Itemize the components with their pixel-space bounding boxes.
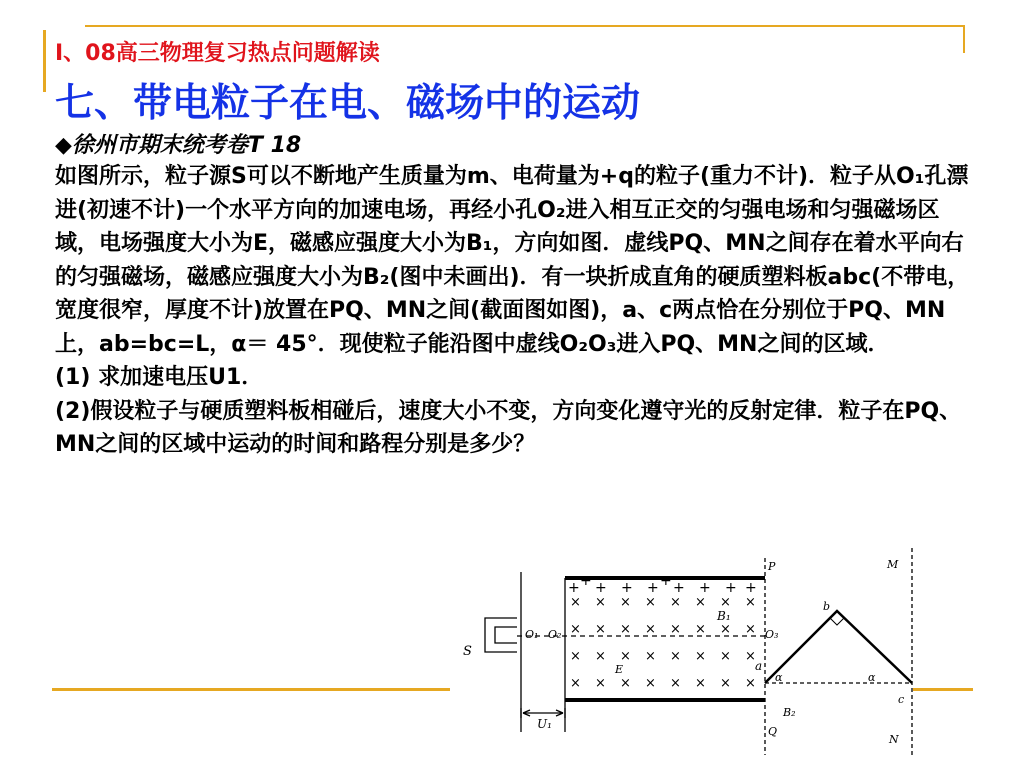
label-b2: B₂ (783, 706, 796, 719)
magnetic-field-crosses (570, 595, 756, 691)
source-bracket-inner (495, 627, 517, 643)
label-u1: U₁ (537, 717, 552, 731)
cross-mark: × (720, 595, 731, 610)
source-bracket-outer (485, 618, 517, 652)
physics-diagram (455, 540, 920, 768)
label-o1: O₁ (525, 628, 539, 641)
label-a: a (755, 659, 763, 673)
cross-mark: × (595, 595, 606, 610)
plastic-board-abc (765, 611, 912, 683)
question-1: (1) 求加速电压U1． (55, 365, 264, 390)
plus-sign: + (580, 573, 592, 589)
cross-mark: × (695, 595, 706, 610)
cross-mark: × (570, 676, 581, 691)
slide-title: 七、带电粒子在电、磁场中的运动 (55, 81, 641, 126)
cross-mark: × (620, 622, 631, 637)
cross-mark: × (645, 595, 656, 610)
problem-statement: 如图所示，粒子源S可以不断地产生质量为m、电荷量为+q的粒子(重力不计)．粒子从O₁孔漂进(初速不计)一个水平方向的加速电场，再经小孔O₂进入相互正交的匀强电场和匀强磁场区域，电场强度大小为E，磁感应强度大小为B₁，方向如图．虚线PQ、MN之间存在着水平向右的匀强磁场，磁感应强度大小为B₂(图中未画出)．有一块折成直角的硬质塑料板abc(不带电，宽度很窄，厚度不计)放置在PQ、MN之间(截面图如图)，a、c两点恰在分别位于PQ、MN上，ab=bc=L，α＝ 45°．现使粒子能沿图中虚线O₂O₃进入PQ、MN之间的区域． (55, 164, 970, 357)
decorative-bottom-line-left (52, 688, 450, 691)
cross-mark: × (670, 622, 681, 637)
cross-mark: × (745, 676, 756, 691)
plus-sign: + (660, 573, 672, 589)
cross-mark: × (645, 676, 656, 691)
plus-sign: + (699, 580, 711, 596)
cross-mark: × (620, 649, 631, 664)
plus-sign: + (745, 580, 757, 596)
problem-source: ◆徐州市期末统考卷T 18 (55, 133, 302, 158)
label-e: E (615, 663, 624, 676)
label-s: S (463, 644, 472, 659)
label-o2: O₂ (548, 628, 562, 641)
label-q: Q (768, 725, 778, 738)
plus-sign: + (568, 580, 580, 596)
cross-mark: × (745, 595, 756, 610)
plus-sign: + (673, 580, 685, 596)
cross-mark: × (720, 649, 731, 664)
question-2: (2)假设粒子与硬质塑料板相碰后，速度大小不变，方向变化遵守光的反射定律．粒子在PQ、MN之间的区域中运动的时间和路程分别是多少？ (55, 398, 962, 457)
cross-mark: × (745, 649, 756, 664)
plus-sign: + (595, 580, 607, 596)
cross-mark: × (645, 622, 656, 637)
cross-mark: × (670, 676, 681, 691)
cross-mark: × (570, 595, 581, 610)
cross-mark: × (720, 676, 731, 691)
cross-mark: × (670, 595, 681, 610)
plus-sign: + (725, 580, 737, 596)
cross-mark: × (745, 622, 756, 637)
label-m: M (887, 558, 899, 571)
cross-mark: × (670, 649, 681, 664)
cross-mark: × (720, 622, 731, 637)
label-p: P (768, 560, 776, 573)
cross-mark: × (645, 649, 656, 664)
label-n: N (889, 733, 899, 746)
cross-mark: × (570, 649, 581, 664)
cross-mark: × (695, 649, 706, 664)
slide-subtitle: Ⅰ、08高三物理复习热点问题解读 (55, 41, 380, 66)
label-alpha-right: α (868, 671, 876, 684)
label-o3: O₃ (765, 628, 779, 641)
plus-sign: + (621, 580, 633, 596)
decorative-vertical-line (43, 30, 46, 92)
cross-mark: × (695, 622, 706, 637)
label-c: c (898, 693, 905, 706)
cross-mark: × (570, 622, 581, 637)
cross-mark: × (620, 595, 631, 610)
cross-mark: × (620, 676, 631, 691)
problem-text (55, 160, 975, 462)
cross-mark: × (595, 622, 606, 637)
cross-mark: × (695, 676, 706, 691)
decorative-bottom-line-right (913, 688, 973, 691)
plus-sign: + (647, 580, 659, 596)
decorative-top-line-end (963, 25, 965, 53)
label-b: b (823, 600, 831, 613)
cross-mark: × (595, 676, 606, 691)
right-angle-mark (830, 618, 844, 625)
cross-mark: × (595, 649, 606, 664)
label-alpha-left: α (775, 671, 783, 684)
label-b1: B₁ (717, 609, 731, 623)
decorative-top-line (85, 25, 965, 27)
